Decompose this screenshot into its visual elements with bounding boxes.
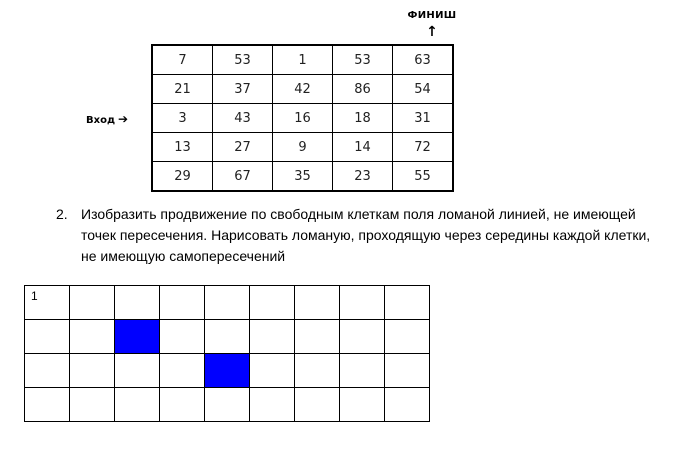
field-cell — [295, 320, 340, 354]
field-cell — [115, 388, 160, 422]
maze-cell: 27 — [213, 133, 273, 162]
field-cell — [385, 286, 430, 320]
maze-row — [152, 162, 453, 192]
number-maze-grid — [151, 44, 454, 192]
task-text: Изобразить продвижение по свободным клеткам поля ломаной линией, не имеющей точек пересечения. Нарисовать ломаную, проходящую через середины каждой клетки, не имеющую самопересечений — [81, 206, 651, 264]
field-cell — [250, 388, 295, 422]
maze-cell: 1 — [273, 45, 333, 75]
maze-cell: 31 — [393, 104, 454, 133]
field-cell-blocked — [115, 320, 160, 354]
maze-cell: 42 — [273, 75, 333, 104]
field-cell — [205, 388, 250, 422]
maze-cell: 35 — [273, 162, 333, 192]
field-cell — [160, 286, 205, 320]
field-row — [25, 354, 430, 388]
maze-cell: 67 — [213, 162, 273, 192]
field-cell — [160, 320, 205, 354]
task-number: 2. — [56, 206, 68, 222]
field-cell — [70, 388, 115, 422]
field-cell — [25, 286, 70, 320]
up-arrow-icon: ↑ — [426, 24, 438, 40]
field-cell — [340, 388, 385, 422]
maze-cell: 7 — [152, 45, 213, 75]
field-cell — [205, 286, 250, 320]
field-row — [25, 320, 430, 354]
maze-row — [152, 45, 453, 75]
maze-row — [152, 75, 453, 104]
field-cell — [115, 286, 160, 320]
field-cell — [385, 388, 430, 422]
maze-cell: 54 — [393, 75, 454, 104]
maze-cell: 18 — [333, 104, 393, 133]
maze-cell: 86 — [333, 75, 393, 104]
field-cell — [385, 320, 430, 354]
field-cell — [340, 354, 385, 388]
maze-cell: 53 — [333, 45, 393, 75]
maze-row — [152, 133, 453, 162]
field-cell — [25, 320, 70, 354]
field-cell — [70, 286, 115, 320]
maze-cell: 3 — [152, 104, 213, 133]
field-cell — [250, 286, 295, 320]
maze-cell: 23 — [333, 162, 393, 192]
field-cell — [295, 354, 340, 388]
maze-cell: 63 — [393, 45, 454, 75]
start-cell-label: 1 — [31, 289, 38, 303]
maze-cell: 72 — [393, 133, 454, 162]
maze-cell: 55 — [393, 162, 454, 192]
task-item — [56, 204, 656, 267]
field-cell — [115, 354, 160, 388]
field-cell — [25, 354, 70, 388]
field-cell — [160, 388, 205, 422]
maze-cell: 21 — [152, 75, 213, 104]
finish-label: ФИНИШ — [407, 10, 457, 21]
field-cell — [25, 388, 70, 422]
field-cell — [250, 320, 295, 354]
field-cell — [385, 354, 430, 388]
field-cell-blocked — [205, 354, 250, 388]
field-row — [25, 388, 430, 422]
field-cell — [205, 320, 250, 354]
field-cell — [340, 320, 385, 354]
field-cell — [70, 354, 115, 388]
field-row — [25, 286, 430, 320]
maze-cell: 14 — [333, 133, 393, 162]
maze-cell: 16 — [273, 104, 333, 133]
field-cell — [160, 354, 205, 388]
maze-cell: 29 — [152, 162, 213, 192]
maze-cell: 43 — [213, 104, 273, 133]
field-cell — [70, 320, 115, 354]
field-cell — [340, 286, 385, 320]
free-cells-field — [24, 285, 430, 422]
field-cell — [250, 354, 295, 388]
entrance-text: Вход — [86, 115, 116, 126]
maze-row — [152, 104, 453, 133]
right-arrow-icon: ➔ — [118, 112, 129, 126]
entrance-label — [86, 112, 128, 128]
maze-cell: 9 — [273, 133, 333, 162]
field-cell — [295, 286, 340, 320]
field-cell — [295, 388, 340, 422]
maze-cell: 53 — [213, 45, 273, 75]
maze-cell: 37 — [213, 75, 273, 104]
maze-cell: 13 — [152, 133, 213, 162]
